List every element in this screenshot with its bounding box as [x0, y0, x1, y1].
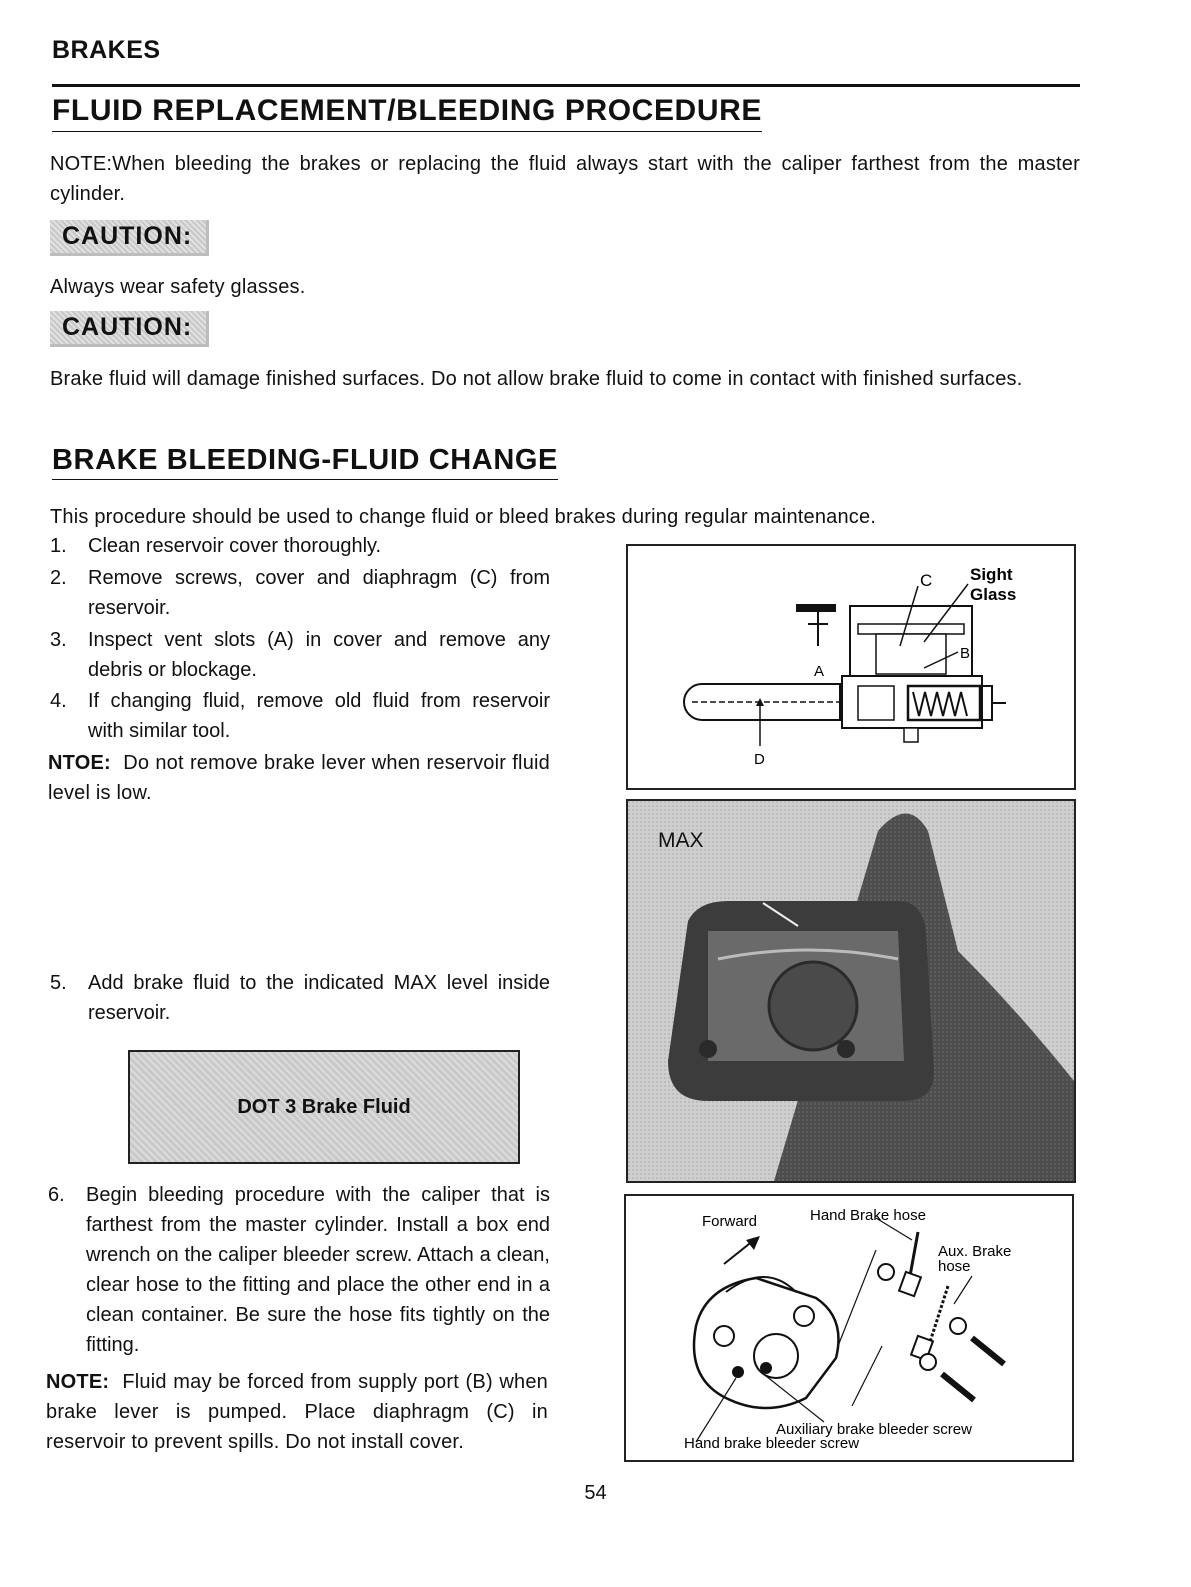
- step-number: 5.: [50, 972, 67, 994]
- step-text: Begin bleeding procedure with the caliper that is farthest from the master cylinder. Install a box end wrench on the caliper bleeder screw. Attach a clean, clear hose to the fitting and place the other end in a clean container. Be sure the hose fits tightly on the fitting.: [86, 1184, 550, 1356]
- leader-aux-hose: [954, 1276, 972, 1304]
- step-text: Inspect vent slots (A) in cover and remove any debris or blockage.: [88, 629, 550, 681]
- master-cylinder-diagram: [626, 544, 1076, 790]
- step-1: [50, 531, 550, 561]
- leader-hose-1: [838, 1250, 876, 1346]
- caution-text-1: Always wear safety glasses.: [50, 276, 306, 298]
- banjo-washer-3: [920, 1354, 936, 1370]
- caliper-bleeder-diagram: [624, 1194, 1074, 1462]
- caliper-drawing: [626, 1196, 1072, 1460]
- step-text: Remove screws, cover and diaphragm (C) from reservoir.: [88, 567, 550, 619]
- step-3: [50, 625, 550, 685]
- note-label: NOTE:: [46, 1371, 110, 1393]
- caution-badge-1: CAUTION:: [50, 220, 209, 256]
- header-rule: [52, 84, 1080, 87]
- caution-text-2: Brake fluid will damage finished surfaces. Do not allow brake fluid to come in contact with finished surfaces.: [50, 368, 1023, 390]
- note-low-level: [48, 748, 550, 808]
- label-c: C: [920, 571, 933, 590]
- intro-note: [50, 149, 1080, 209]
- label-forward: Forward: [702, 1213, 758, 1230]
- leader-hose-2: [852, 1346, 882, 1406]
- brake-fluid-spec-text: DOT 3 Brake Fluid: [237, 1095, 411, 1118]
- label-aux-brake: Aux. Brake: [938, 1243, 1012, 1260]
- label-hand-bleeder-screw: Hand brake bleeder screw: [684, 1435, 860, 1452]
- screw-hole-right: [837, 1040, 855, 1058]
- mount-hole-1: [714, 1326, 734, 1346]
- steps-list-bottom: [48, 1180, 550, 1370]
- forward-arrow-head: [746, 1236, 760, 1250]
- label-d: D: [754, 751, 765, 768]
- step-4: [50, 686, 550, 746]
- screw-hole-left: [699, 1040, 717, 1058]
- lower-port: [904, 728, 918, 742]
- intro-note-label: NOTE:: [50, 153, 113, 175]
- label-aux-bleeder-screw: Auxiliary brake bleeder screw: [776, 1421, 972, 1438]
- reservoir-photo: [626, 799, 1076, 1183]
- label-a: A: [814, 663, 825, 680]
- step-6: [48, 1180, 550, 1360]
- step-2: [50, 563, 550, 623]
- step-text: If changing fluid, remove old fluid from reservoir with similar tool.: [88, 690, 550, 742]
- reservoir-port: [769, 962, 857, 1050]
- page-number: 54: [584, 1482, 607, 1504]
- label-glass: Glass: [970, 585, 1017, 604]
- step-number: 4.: [50, 690, 67, 712]
- step-number: 3.: [50, 629, 67, 651]
- banjo-washer-1: [878, 1264, 894, 1280]
- banjo-bolt-1: [972, 1338, 1004, 1364]
- label-b: B: [960, 645, 971, 662]
- piston-bore: [754, 1334, 798, 1378]
- steps-list-middle: [50, 968, 550, 1038]
- hand-hose-fitting: [899, 1272, 921, 1296]
- aux-brake-hose-line: [930, 1286, 948, 1342]
- piston: [858, 686, 894, 720]
- reservoir-photo-drawing: [628, 801, 1074, 1181]
- step-text: Add brake fluid to the indicated MAX level inside reservoir.: [88, 972, 550, 1024]
- step-number: 2.: [50, 567, 67, 589]
- label-aux-hose: hose: [938, 1258, 971, 1275]
- aux-bleeder-screw: [760, 1362, 772, 1374]
- step-number: 1.: [50, 535, 67, 557]
- master-cylinder-drawing: [628, 546, 1074, 788]
- section-title: BRAKE BLEEDING-FLUID CHANGE: [52, 444, 558, 480]
- note-label: NTOE:: [48, 752, 111, 774]
- note-supply-port: [46, 1367, 548, 1457]
- note-text: Do not remove brake lever when reservoir fluid level is low.: [48, 752, 550, 804]
- mount-hole-2: [794, 1306, 814, 1326]
- label-max: MAX: [658, 829, 704, 852]
- diaphragm: [858, 624, 964, 634]
- banjo-washer-2: [950, 1318, 966, 1334]
- label-hand-brake-hose: Hand Brake hose: [810, 1207, 926, 1224]
- note-text: Fluid may be forced from supply port (B) when brake lever is pumped. Place diaphragm (C) in reservoir to prevent spills. Do not install cover.: [46, 1371, 549, 1453]
- outlet-fitting: [982, 686, 992, 720]
- step-text: Clean reservoir cover thoroughly.: [88, 535, 382, 557]
- reservoir-chamber: [876, 634, 946, 674]
- step-number: 6.: [48, 1184, 65, 1206]
- vent-cover: [796, 604, 836, 612]
- hand-brake-hose-line: [910, 1232, 918, 1276]
- intro-note-text: When bleeding the brakes or replacing the fluid always start with the caliper farthest from the master cylinder.: [50, 153, 1080, 205]
- hand-bleeder-screw: [732, 1366, 744, 1378]
- caution-badge-2: CAUTION:: [50, 311, 209, 347]
- banjo-bolt-2: [942, 1374, 974, 1400]
- section-intro: This procedure should be used to change fluid or bleed brakes during regular maintenance.: [50, 506, 877, 528]
- brake-fluid-spec-box: [128, 1050, 520, 1164]
- page-title: FLUID REPLACEMENT/BLEEDING PROCEDURE: [52, 94, 762, 132]
- section-label: BRAKES: [52, 36, 161, 64]
- label-sight: Sight: [970, 565, 1013, 584]
- step-5: [50, 968, 550, 1028]
